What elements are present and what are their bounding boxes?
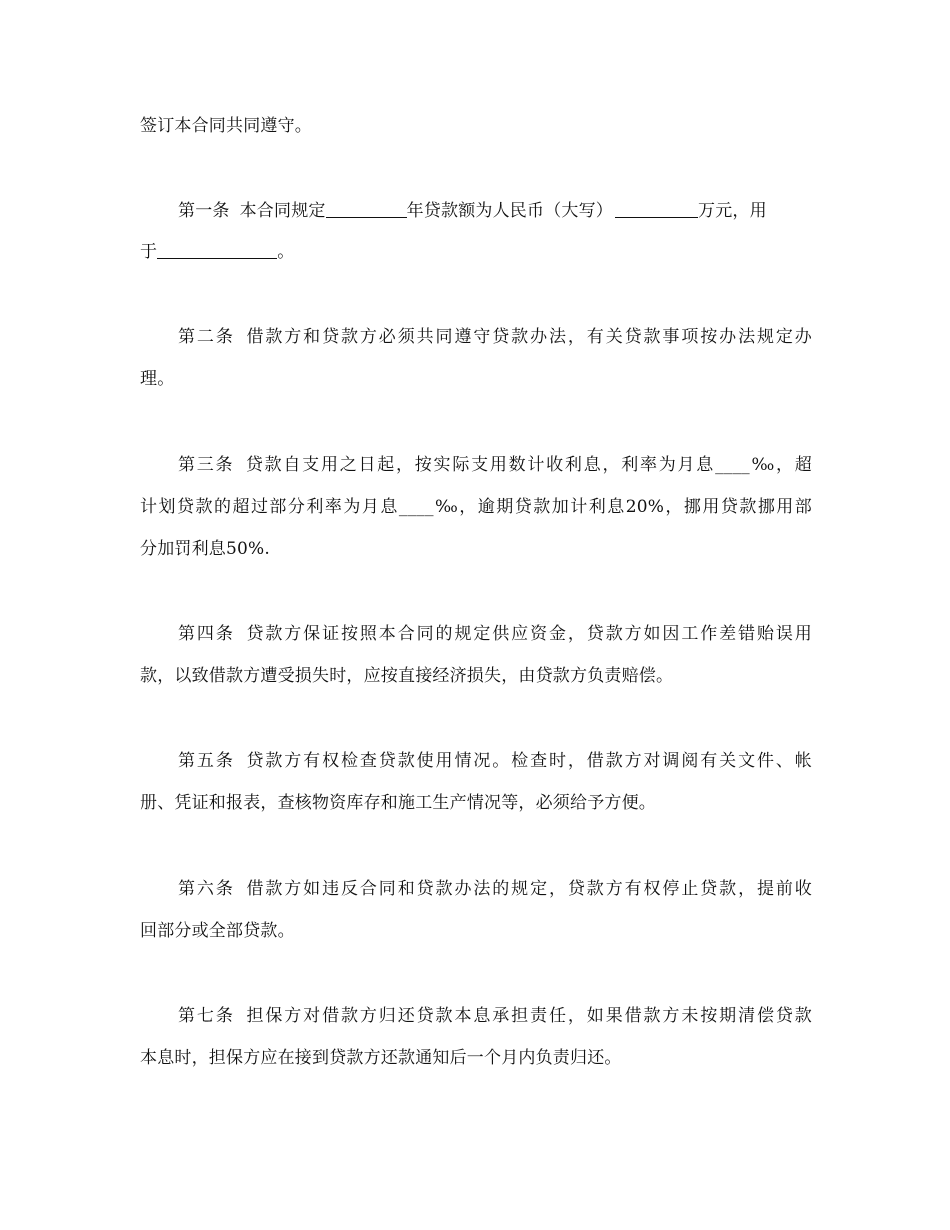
article-3-line-3: [140, 537, 812, 561]
article-2-text-1: 借款方和贷款方必须共同遵守贷款办法，有关贷款事项按办法规定办: [244, 327, 812, 347]
article-1-label: 第一条: [178, 201, 230, 221]
article-2-label: 第二条: [178, 327, 235, 347]
article-1-amount-blank[interactable]: [615, 201, 698, 218]
article-6-label: 第六条: [178, 879, 235, 899]
intro-line: [140, 114, 812, 138]
article-6-text-2: 回部分或全部贷款。: [140, 921, 295, 941]
article-3-label: 第三条: [178, 455, 235, 475]
article-5-text-2: 册、凭证和报表，查核物资库存和施工生产情况等，必须给予方便。: [140, 793, 656, 813]
article-6-line-2: [140, 919, 812, 943]
article-6-line-1: [178, 877, 812, 901]
article-3-text-c: 计划贷款的超过部分利率为月息: [140, 497, 399, 517]
article-3-rate-blank-1[interactable]: ____: [715, 455, 750, 475]
article-5-label: 第五条: [178, 751, 235, 771]
article-3-line-2: [140, 495, 812, 519]
article-7-line-1: [178, 1004, 812, 1028]
article-1-text-c: 万元，用: [698, 201, 767, 221]
article-3-text-d: ‰，逾期贷款加计利息20%，挪用贷款挪用部: [433, 497, 812, 517]
article-2-line-1: [178, 325, 812, 349]
article-3-rate-blank-2[interactable]: ____: [398, 497, 434, 517]
article-1-text-e: 。: [277, 242, 295, 262]
article-7-text-2: 本息时，担保方应在接到贷款方还款通知后一个月内负责归还。: [140, 1048, 622, 1068]
article-5-text-1: 贷款方有权检查贷款使用情况。检查时，借款方对调阅有关文件、帐: [244, 751, 812, 771]
article-3-text-a: 贷款自支用之日起，按实际支用数计收利息，利率为月息: [244, 455, 716, 475]
intro-text: 签订本合同共同遵守。: [140, 116, 312, 136]
article-1-line-1: [178, 199, 812, 223]
article-1-text-d: 于: [140, 242, 158, 262]
article-5-line-2: [140, 791, 812, 815]
article-2-text-2: 理。: [140, 369, 175, 389]
article-4-line-1: [178, 622, 812, 646]
article-5-line-1: [178, 749, 812, 773]
article-7-label: 第七条: [178, 1006, 235, 1026]
article-1-text-a: 本合同规定: [239, 201, 326, 221]
article-6-text-1: 借款方如违反合同和贷款办法的规定，贷款方有权停止贷款，提前收: [244, 879, 812, 899]
article-7-line-2: [140, 1046, 812, 1070]
article-2-line-2: [140, 367, 812, 391]
article-1-purpose-blank[interactable]: [157, 242, 277, 259]
article-1-text-b: 年贷款额为人民币（大写）: [406, 201, 614, 221]
article-3-line-1: [178, 453, 812, 477]
article-4-line-2: [140, 664, 812, 688]
article-4-text-1: 贷款方保证按照本合同的规定供应资金，贷款方如因工作差错贻误用: [244, 624, 812, 644]
article-7-text-1: 担保方对借款方归还贷款本息承担责任，如果借款方未按期清偿贷款: [244, 1006, 812, 1026]
article-1-line-2: [140, 240, 812, 264]
article-1-year-blank[interactable]: [326, 201, 407, 218]
article-4-text-2: 款，以致借款方遭受损失时，应按直接经济损失，由贷款方负责赔偿。: [140, 666, 674, 686]
article-3-text-b: ‰，超: [749, 455, 813, 475]
article-4-label: 第四条: [178, 624, 235, 644]
article-3-text-e: 分加罚利息50%.: [140, 539, 270, 559]
